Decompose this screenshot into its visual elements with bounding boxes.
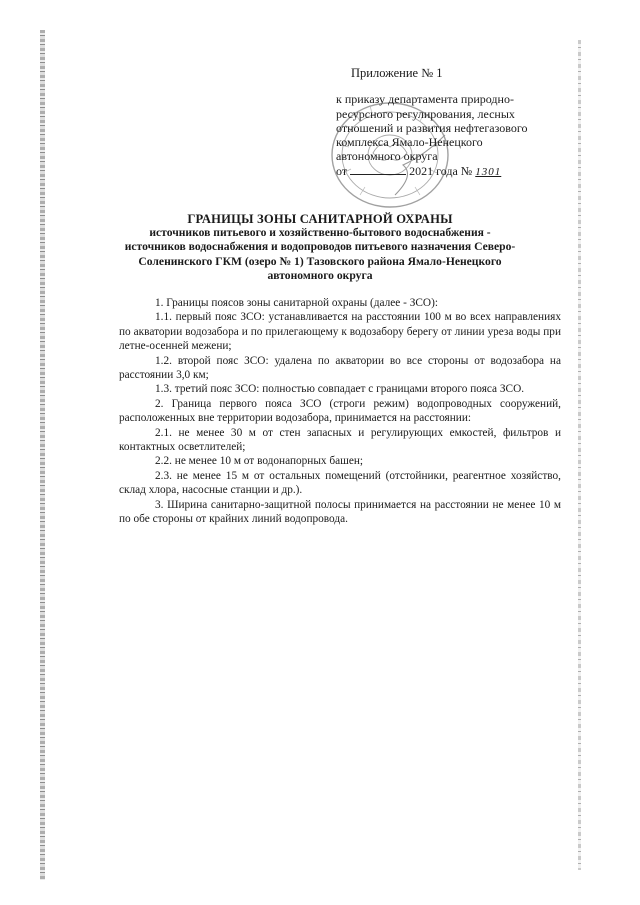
- paragraph: 1.3. третий пояс ЗСО: полностью совпадает с границами второго пояса ЗСО.: [155, 383, 525, 396]
- scan-edge-right: [578, 40, 581, 870]
- paragraph: 1.2. второй пояс ЗСО: удалена по акватории во все стороны от водозабора на расстоянии 3,0 км;: [119, 354, 561, 382]
- appendix-line: комплекса Ямало-Ненецкого: [336, 135, 483, 150]
- paragraph: 1.1. первый пояс ЗСО: устанавливается на расстоянии 100 м во всех направлениях по акватории водозабора и по прилегающему к водозабору берегу от линии уреза воды при летне-осенней межени;: [119, 311, 561, 353]
- paragraph: 2.3. не менее 15 м от остальных помещений (отстойники, реагентное хозяйство, склад хлора, насосные станции и др.).: [119, 469, 561, 497]
- appendix-line: отношений и развития нефтегазового: [336, 120, 528, 135]
- appendix-line: к приказу департамента природно-: [336, 92, 514, 107]
- order-number: 1301: [475, 165, 502, 178]
- appendix-title: Приложение № 1: [351, 66, 443, 80]
- paragraph: 3. Ширина санитарно-защитной полосы принимается на расстоянии не менее 10 м по обе стороны от крайних линий водопровода.: [119, 498, 561, 526]
- paragraph: 2. Граница первого пояса ЗСО (строги режим) водопроводных сооружений, расположенных вне территории водозабора, принимается на расстоянии:: [119, 397, 561, 425]
- paragraph: 2.2. не менее 10 м от водонапорных башен;: [155, 455, 364, 468]
- date-blank: [350, 164, 406, 175]
- appendix-line: ресурсного регулирования, лесных: [336, 106, 515, 121]
- document-subtitle: источников питьевого и хозяйственно-бытового водоснабжения - источников водоснабжения и водопроводов питьевого назначения Северо-Соленинского ГКМ (озеро № 1) Тазовского района Ямало-Ненецкого автономного округа: [124, 226, 516, 282]
- date-suffix: 2021 года №: [409, 163, 473, 178]
- order-date-line: [336, 164, 556, 179]
- document-heading: [120, 212, 520, 283]
- paragraph: 2.1. не менее 30 м от стен запасных и регулирующих емкостей, фильтров и контактных осветлителей;: [119, 426, 561, 454]
- paragraph: 1. Границы поясов зоны санитарной охраны (далее - ЗСО):: [155, 297, 438, 309]
- date-prefix: от: [336, 163, 348, 178]
- document-body: [119, 296, 561, 527]
- document-title: ГРАНИЦЫ ЗОНЫ САНИТАРНОЙ ОХРАНЫ: [187, 212, 453, 226]
- appendix-line: автономного округа: [336, 149, 438, 164]
- scan-edge-left: [40, 30, 45, 880]
- appendix-header: [336, 66, 556, 179]
